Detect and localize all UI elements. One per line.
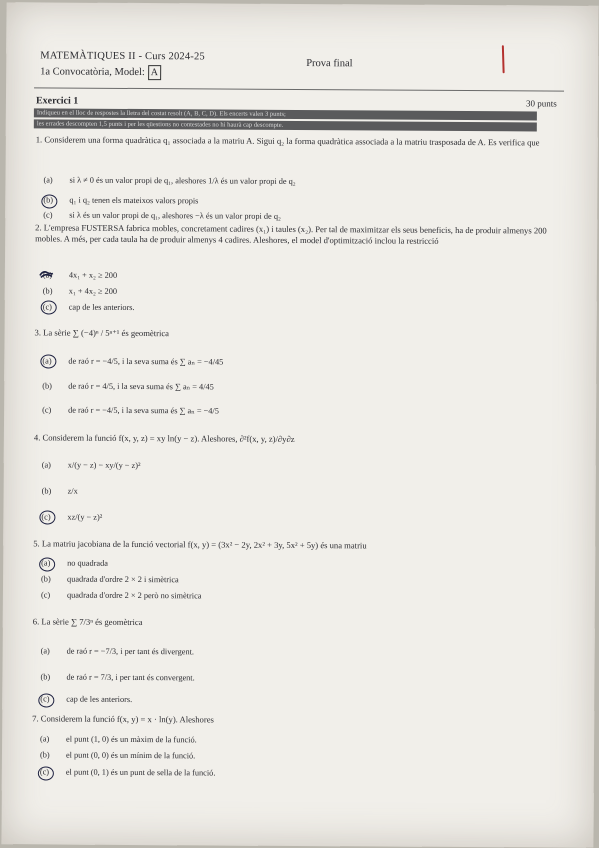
q6-option-b[interactable] [40, 672, 194, 682]
option-label: (c) [42, 405, 52, 415]
question-1: 1. Considerem una forma quadràtica q₁ associada a la matriu A. Sigui q₂ la forma quadràtica associada a la matriu trasposada de A. Es verifica que [35, 134, 540, 148]
model-box: A [148, 65, 161, 80]
session-line [40, 64, 161, 80]
instructions-line-2: les errades descompten 1,5 punts i per les qüestions no contestades no hi haurà cap descompte. [34, 119, 537, 131]
option-text: si λ és un valor propi de q₁, aleshores −λ és un valor propi de q₂ [69, 210, 281, 221]
option-label: (c) [40, 694, 50, 704]
answer-circle-icon [38, 766, 54, 780]
q7-option-b[interactable] [40, 750, 195, 760]
option-label: (a) [43, 175, 53, 185]
q4-option-b[interactable] [42, 486, 78, 495]
option-label: (b) [41, 486, 52, 496]
q3-option-a[interactable] [42, 355, 223, 366]
option-label: (b) [40, 672, 51, 682]
option-text: de raó r = −7/3, i per tant és divergent. [66, 646, 195, 657]
option-text: cap de les anteriors. [68, 302, 135, 312]
option-text: si λ ≠ 0 és un valor propi de q₁, aleshores 1/λ és un valor propi de q₂ [69, 175, 296, 186]
option-text: xz/(y − z)² [67, 512, 103, 522]
q3-option-c[interactable] [42, 404, 219, 415]
option-text: quadrada d'ordre 2 × 2 i simètrica [67, 574, 179, 585]
option-text: el punt (0, 1) és un punt de sella de la funció. [65, 767, 216, 778]
option-label: (c) [43, 210, 53, 220]
answer-circle-icon [41, 300, 57, 314]
answer-circle-icon [41, 194, 57, 208]
answer-circle-icon [38, 693, 54, 707]
instructions-line-1: Indiqueu en el lloc de respostes la lletra del costat resolt (A, B, C, D). Els encerts valen 3 punts; [34, 108, 537, 120]
option-label: (b) [42, 381, 52, 391]
question-7: 7. Considerem la funció f(x, y) = x · ln(y). Aleshores [32, 713, 214, 725]
option-text: 4x₁ + x₂ ≥ 200 [68, 270, 118, 280]
option-label: (b) [42, 286, 53, 296]
answer-circle-icon [40, 354, 56, 368]
q7-option-c[interactable] [40, 767, 216, 777]
option-text: q₁ i q₂ tenen els mateixos valors propis [69, 195, 199, 206]
q2-option-b[interactable] [43, 286, 117, 295]
q4-option-a[interactable] [42, 460, 141, 470]
option-label: (b) [43, 195, 54, 205]
option-label: (a) [42, 270, 53, 280]
option-text: x₁ + 4x₂ ≥ 200 [68, 286, 118, 296]
question-5: 5. La matriu jacobiana de la funció vectorial f(x, y) = (3x² − 2y, 2x² + 3y, 5x² + 5y) és una matriu [33, 538, 367, 551]
option-label: (a) [42, 356, 52, 366]
option-text: z/x [67, 486, 78, 496]
question-3: 3. La sèrie ∑ (−4)ⁿ / 5ⁿ⁺¹ és geomètrica [34, 327, 170, 339]
option-text: el punt (1, 0) és un màxim de la funció. [66, 734, 197, 745]
option-label: (c) [40, 590, 51, 600]
option-text: de raó r = −4/5, i la seva suma és ∑ aₙ = −4/45 [68, 356, 224, 367]
option-label: (c) [39, 767, 50, 777]
red-pen-mark [502, 45, 505, 73]
scribble-mark-icon [39, 269, 54, 279]
answer-circle-icon [39, 510, 55, 524]
option-text: cap de les anteriors. [66, 694, 133, 704]
option-text: el punt (0, 0) és un mínim de la funció. [65, 750, 196, 761]
option-label: (c) [41, 512, 51, 522]
option-label: (b) [41, 574, 51, 584]
header-rule [34, 87, 564, 91]
option-label: (c) [42, 302, 52, 312]
q2-option-a[interactable] [43, 270, 117, 279]
question-2: 2. L'empresa FUSTERSA fabrica mobles, concretament cadires (x₁) i taules (x₂). Per tal de maximitzar els seus beneficis, ha de produir almenys 200 mobles. A més, per cada taula ha de produir almenys 4 cadires. Aleshores, el model d'optimització inclou la restricció [35, 222, 547, 246]
option-text: no quadrada [67, 558, 108, 568]
option-text: quadrada d'ordre 2 × 2 però no simètrica [66, 590, 202, 601]
question-6: 6. La sèrie ∑ 7/3ⁿ és geomètrica [32, 616, 143, 628]
q5-option-c[interactable] [41, 590, 202, 600]
exercise-points: 30 punts [525, 98, 557, 109]
q3-option-b[interactable] [42, 380, 214, 391]
answer-circle-icon [39, 557, 55, 571]
option-text: de raó r = −4/5, i la seva suma és ∑ aₙ = −4/5 [68, 405, 219, 416]
q5-option-b[interactable] [41, 574, 179, 584]
option-label: (a) [41, 558, 51, 568]
option-text: x/(y − z) − xy/(y − z)² [67, 460, 141, 471]
option-label: (a) [40, 646, 50, 656]
option-text: de raó r = 4/5, i la seva suma és ∑ aₙ = 4/45 [68, 381, 214, 392]
question-4: 4. Considerem la funció f(x, y, z) = xy ln(y − z). Aleshores, ∂²f(x, y, z)/∂y∂z [33, 432, 295, 444]
session-label: 1a Convocatòria, Model: [40, 66, 145, 79]
q1-option-b[interactable] [43, 195, 198, 205]
q1-option-a[interactable] [43, 175, 295, 186]
option-text: de raó r = 7/3, i per tant és convergent. [66, 672, 195, 683]
option-label: (a) [41, 460, 51, 470]
exam-sheet [1, 2, 598, 848]
q7-option-a[interactable] [40, 734, 197, 744]
q6-option-a[interactable] [41, 646, 194, 656]
option-label: (a) [40, 734, 50, 744]
option-label: (b) [39, 750, 50, 760]
exam-type: Prova final [306, 58, 353, 70]
course-title: MATEMÀTIQUES II - Curs 2024-25 [40, 50, 205, 63]
exercise-title: Exercici 1 [35, 95, 79, 107]
q1-option-c[interactable] [43, 210, 281, 220]
